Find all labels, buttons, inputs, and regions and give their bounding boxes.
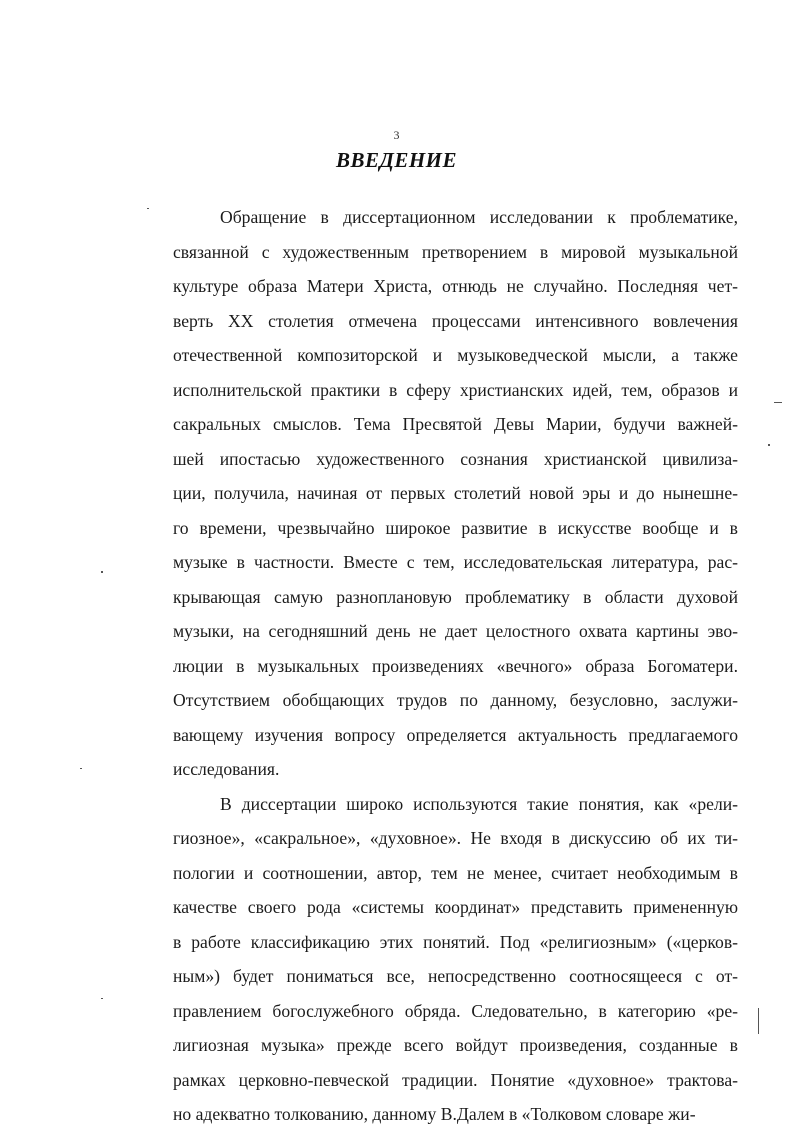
text-line: музыке в частности. Вместе с тем, исследовательская литература, рас- xyxy=(173,552,738,572)
scan-speck xyxy=(101,571,103,573)
text-line: вающему изучения вопросу определяется актуальность предлагаемого xyxy=(173,724,738,745)
text-line: го времени, чрезвычайно широкое развитие в искусстве вообще и в xyxy=(173,517,738,538)
text-line: рамках церковно-певческой традиции. Понятие «духовное» трактова- xyxy=(173,1069,738,1090)
text-line: связанной с художественным претворением в мировой музыкальной xyxy=(173,241,738,262)
text-line: культуре образа Матери Христа, отнюдь не случайно. Последняя чет- xyxy=(173,276,738,296)
text-line: в работе классификацию этих понятий. Под «религиозным» («церков- xyxy=(173,931,738,952)
paragraph-introduction xyxy=(173,200,738,787)
text-line: лигиозная музыка» прежде всего войдут произведения, созданные в xyxy=(173,1035,738,1055)
text-line: музыки, на сегодняшний день не дает целостного охвата картины эво- xyxy=(173,621,738,641)
text-line: но адекватно толкованию, данному В.Далем в «Толковом словаре жи- xyxy=(173,1104,696,1124)
text-line: шей ипостасью художественного сознания христианской цивилиза- xyxy=(173,448,738,469)
text-line: качестве своего рода «системы координат» представить примененную xyxy=(173,897,738,917)
scan-speck xyxy=(80,768,82,769)
text-line: ным») будет пониматься все, непосредственно соотносящееся с от- xyxy=(173,966,738,986)
section-heading: ВВЕДЕНИЕ xyxy=(335,148,458,172)
text-line: сакральных смыслов. Тема Пресвятой Девы Марии, будучи важней- xyxy=(173,414,738,434)
scan-speck xyxy=(101,998,103,999)
body-text xyxy=(173,200,738,1132)
scan-speck xyxy=(147,208,149,209)
text-line: ции, получила, начиная от первых столетий новой эры и до нынешне- xyxy=(173,483,738,503)
text-line: правлением богослужебного обряда. Следовательно, в категорию «ре- xyxy=(173,1000,738,1021)
text-line: верть XX столетия отмечена процессами интенсивного вовлечения xyxy=(173,310,738,331)
scan-speck xyxy=(774,402,782,403)
text-line: исполнительской практики в сферу христианских идей, тем, образов и xyxy=(173,379,738,400)
paragraph-terminology xyxy=(173,787,738,1132)
text-line: Отсутствием обобщающих трудов по данному, безусловно, заслужи- xyxy=(173,690,738,710)
page-number: 3 xyxy=(393,128,400,142)
text-line: В диссертации широко используются такие понятия, как «рели- xyxy=(220,793,738,814)
text-line: исследования. xyxy=(173,759,280,779)
text-line: крывающая самую разноплановую проблематику в области духовой xyxy=(173,586,738,607)
scan-speck xyxy=(768,444,770,446)
scan-speck xyxy=(758,1008,759,1034)
text-line: отечественной композиторской и музыковедческой мысли, а также xyxy=(173,345,738,365)
text-line: Обращение в диссертационном исследовании к проблематике, xyxy=(220,207,738,227)
text-line: пологии и соотношении, автор, тем не менее, считает необходимым в xyxy=(173,862,738,883)
text-line: гиозное», «сакральное», «духовное». Не входя в дискуссию об их ти- xyxy=(173,828,738,848)
text-line: люции в музыкальных произведениях «вечного» образа Богоматери. xyxy=(173,655,738,676)
